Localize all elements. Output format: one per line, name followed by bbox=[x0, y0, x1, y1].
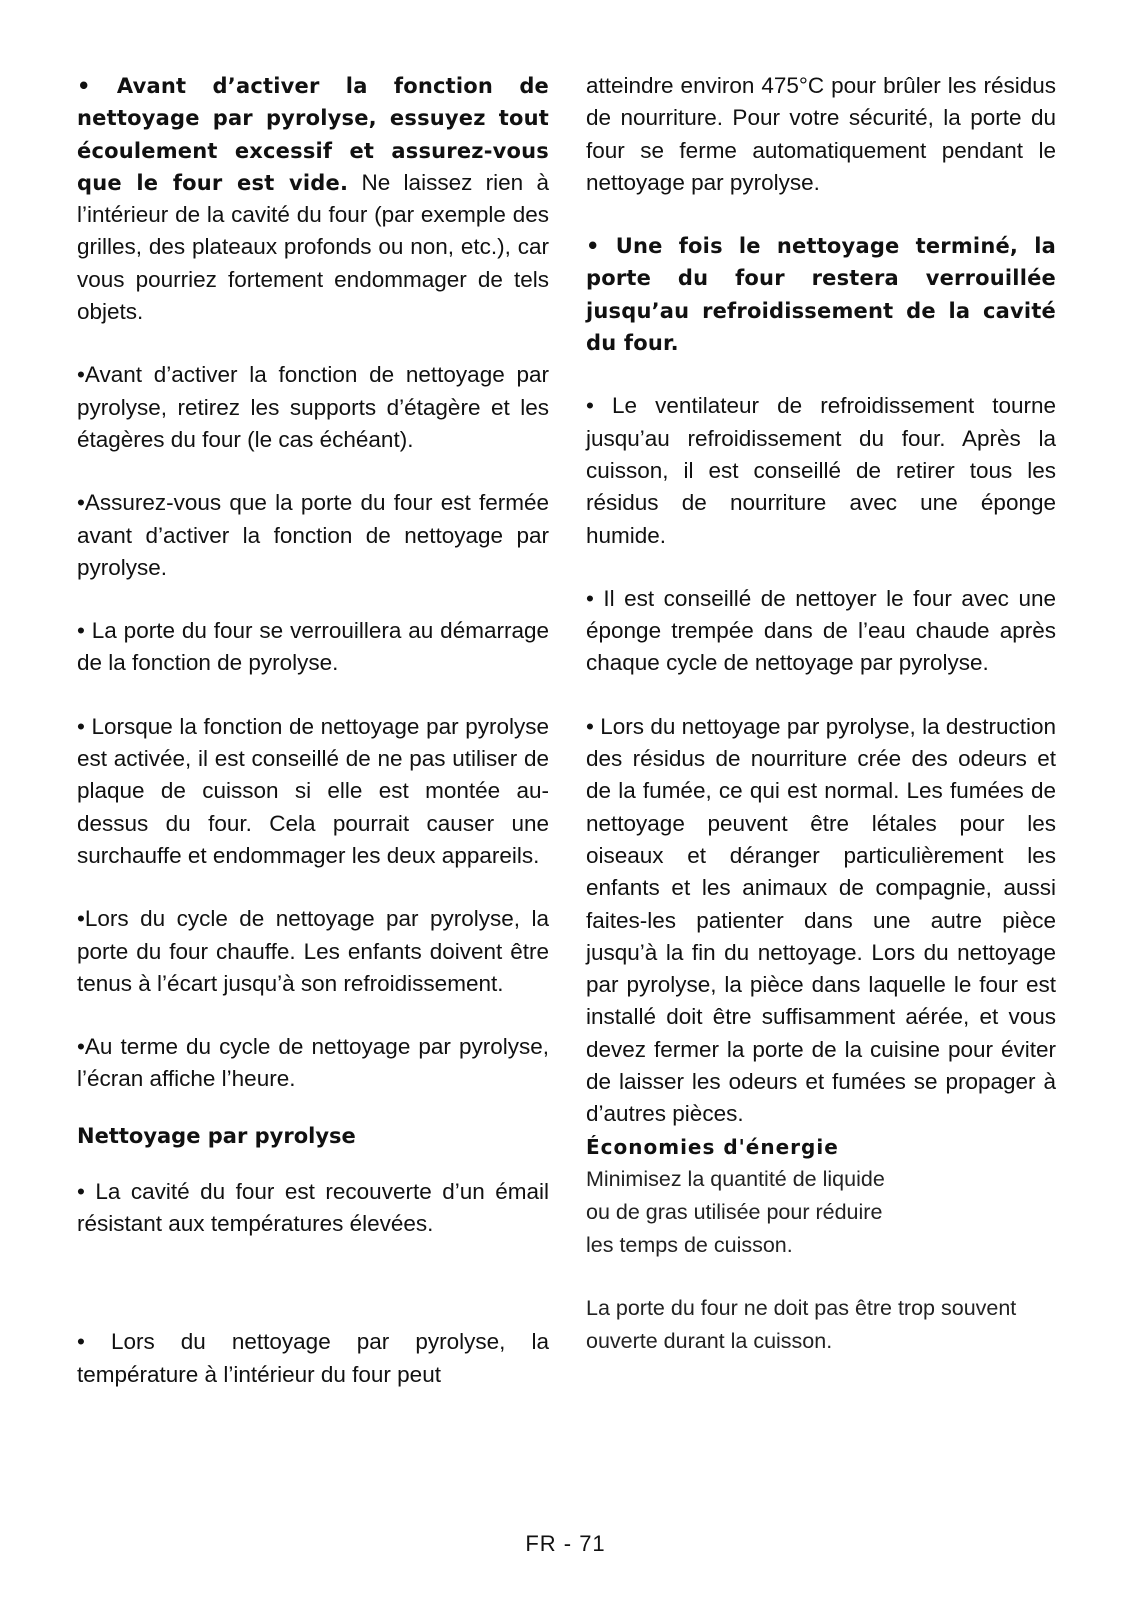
paragraph-remove-shelves: •Avant d’activer la fonction de nettoyage par pyrolyse, retirez les supports d’étagère et les étagères du four (le cas échéant). bbox=[77, 362, 549, 452]
warning-bold-text: • Avant d’activer la fonction de nettoyage par pyrolyse, essuyez tout écoulement excessif et assurez-vous que le four est vide. bbox=[77, 74, 549, 195]
page-number: FR - 71 bbox=[525, 1531, 606, 1556]
paragraph-door-locked-bold: • Une fois le nettoyage terminé, la porte du four restera verrouillée jusqu’au refroidissement de la cavité du four. bbox=[586, 234, 1056, 356]
paragraph-cooling-fan: • Le ventilateur de refroidissement tourne jusqu’au refroidissement du four. Après la cuisson, il est conseillé de retirer tous les résidus de nourriture avec une éponge humide. bbox=[586, 393, 1056, 548]
right-column bbox=[586, 70, 1056, 1358]
paragraph-door-opening: La porte du four ne doit pas être trop souvent ouverte durant la cuisson. bbox=[586, 1295, 1017, 1353]
energy-line: ou de gras utilisée pour réduire bbox=[586, 1199, 883, 1224]
section-heading-energy: Économies d'énergie bbox=[586, 1134, 839, 1159]
paragraph-temperature-continued: atteindre environ 475°C pour brûler les résidus de nourriture. Pour votre sécurité, la porte du four se ferme automatiquement pendant le nettoyage par pyrolyse. bbox=[586, 73, 1056, 195]
left-column bbox=[77, 70, 549, 1391]
paragraph-door-closed: •Assurez-vous que la porte du four est fermée avant d’activer la fonction de nettoyage par pyrolyse. bbox=[77, 490, 549, 580]
section-heading-pyrolyse: Nettoyage par pyrolyse bbox=[77, 1123, 356, 1148]
paragraph-display-time: •Au terme du cycle de nettoyage par pyrolyse, l’écran affiche l’heure. bbox=[77, 1034, 549, 1092]
paragraph-empty-oven bbox=[77, 70, 549, 328]
paragraph-hob-warning: • Lorsque la fonction de nettoyage par pyrolyse est activée, il est conseillé de ne pas utiliser de plaque de cuisson si elle est montée au-dessus du four. Cela pourrait causer une surchauffe et endommager les deux appareils. bbox=[77, 713, 549, 868]
paragraph-odours: • Lors du nettoyage par pyrolyse, la destruction des résidus de nourriture crée des odeurs et de la fumée, ce qui est normal. Les fumées de nettoyage peuvent être létales pour les oiseaux et déranger particulièrement les enfants et les animaux de compagnie, aussi faites-les patienter dans une autre pièce jusqu’à la fin du nettoyage. Lors du nettoyage par pyrolyse, la pièce dans laquelle le four est installé doit être suffisamment aérée, et vous devez fermer la porte de la cuisine pour éviter de laisser les odeurs et fumées se propager à d’autres pièces. bbox=[586, 713, 1056, 1127]
paragraph-energy-saving bbox=[586, 1163, 1056, 1262]
energy-line: Minimisez la quantité de liquide bbox=[586, 1166, 885, 1191]
paragraph-children-warning: •Lors du cycle de nettoyage par pyrolyse, la porte du four chauffe. Les enfants doivent être tenus à l’écart jusqu’à son refroidissement. bbox=[77, 906, 549, 996]
energy-line: les temps de cuisson. bbox=[586, 1232, 793, 1257]
paragraph-sponge: • Il est conseillé de nettoyer le four avec une éponge trempée dans de l’eau chaude après chaque cycle de nettoyage par pyrolyse. bbox=[586, 585, 1056, 676]
paragraph-door-lock: • La porte du four se verrouillera au démarrage de la fonction de pyrolyse. bbox=[77, 618, 549, 676]
paragraph-temperature: • Lors du nettoyage par pyrolyse, la température à l’intérieur du four peut bbox=[77, 1329, 549, 1387]
warning-text: Ne laissez rien à l’intérieur de la cavité du four (par exemple des grilles, des plateaux profonds ou non, etc.), car vous pourriez fortement endommager de tels objets. bbox=[77, 169, 549, 325]
paragraph-enamel: • La cavité du four est recouverte d’un émail résistant aux températures élevées. bbox=[77, 1178, 549, 1237]
